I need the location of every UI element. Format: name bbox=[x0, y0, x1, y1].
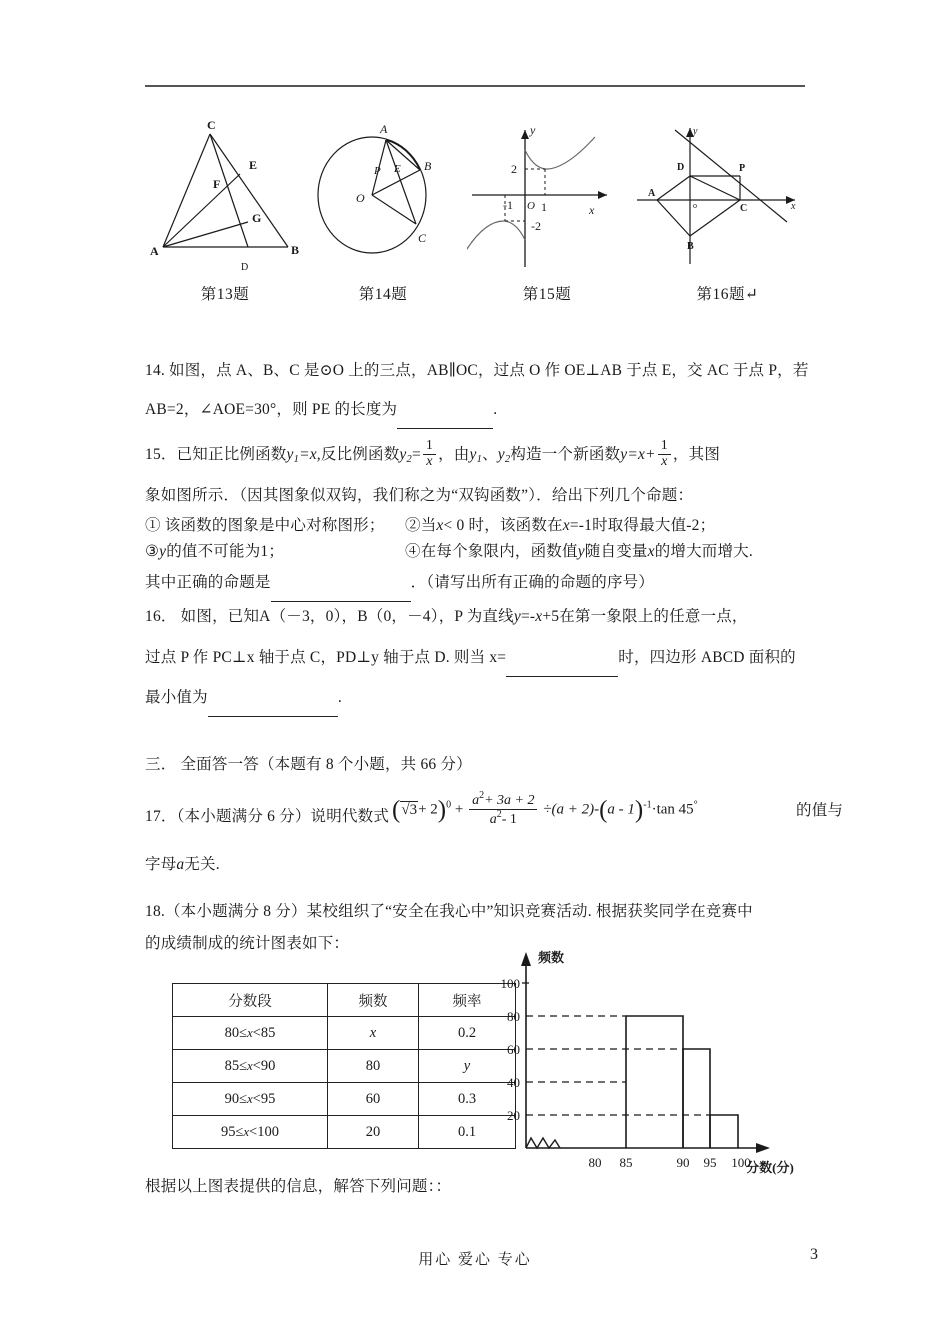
footer-page-number: 3 bbox=[810, 1246, 818, 1263]
q15-p4-c: 的增大而增大. bbox=[654, 543, 753, 560]
score-statistics-table bbox=[172, 983, 516, 1149]
q17-plus: + bbox=[454, 801, 464, 818]
table-cell-range bbox=[173, 1050, 328, 1083]
q15-t1: 已知正比例函数 bbox=[176, 446, 287, 463]
table-header-row bbox=[173, 984, 516, 1017]
range-b: <90 bbox=[252, 1057, 276, 1074]
question-17-trail: 的值与 bbox=[796, 802, 844, 819]
q15-p2-x: x bbox=[436, 517, 444, 534]
q15-y5: y bbox=[620, 446, 628, 463]
answer-blank-q14[interactable] bbox=[397, 390, 493, 429]
table-cell-rate: 0.3 bbox=[419, 1083, 516, 1116]
table-cell-frequency: x bbox=[328, 1017, 419, 1050]
q15-y2: y bbox=[399, 446, 407, 463]
axis-break-icon bbox=[526, 1138, 560, 1148]
q15-fraction-2 bbox=[658, 439, 671, 469]
ytick-100: 100 bbox=[500, 976, 520, 991]
q17-frac-den bbox=[469, 809, 537, 828]
range-x: x bbox=[247, 1058, 253, 1073]
q15-p3-y: y bbox=[159, 543, 167, 560]
q17-sqrt-radicand: √3 bbox=[401, 801, 418, 818]
q15-eq2: = bbox=[411, 446, 421, 463]
q16-l2-b: 时，四边形 ABCD 面积的 bbox=[618, 649, 796, 666]
q16-l1-x: x bbox=[535, 608, 543, 625]
q17-num-sup: 2 bbox=[479, 790, 485, 801]
svg-text:B: B bbox=[687, 241, 694, 252]
header-rule bbox=[145, 85, 805, 87]
q15-y1: y bbox=[286, 446, 294, 463]
q17-l2-a-var: a bbox=[176, 856, 185, 873]
ytick-20: 20 bbox=[507, 1108, 520, 1123]
bar-95-100 bbox=[710, 1115, 738, 1148]
q15-frac1-den: x bbox=[423, 454, 436, 470]
range-a: 80≤ bbox=[224, 1024, 248, 1041]
y-axis-arrow bbox=[521, 952, 531, 966]
q17-divide: ÷(a + 2) bbox=[543, 801, 595, 818]
table-row bbox=[173, 1017, 516, 1050]
svg-text:C: C bbox=[207, 118, 216, 132]
q15-fraction-1 bbox=[423, 439, 436, 469]
answer-blank-q16-x[interactable] bbox=[506, 638, 618, 677]
q16-l1-y: y bbox=[513, 608, 521, 625]
q17-degree: ° bbox=[693, 799, 698, 811]
q16-l2-a: 过点 P 作 PC⊥x 轴于点 C，PD⊥y 轴于点 D. 则当 x= bbox=[145, 649, 507, 666]
q17-exp-neg1: -1 bbox=[643, 799, 652, 811]
q15-p2-a: ②当 bbox=[405, 517, 437, 534]
q17-den-sup: 2 bbox=[496, 808, 502, 820]
q15-frac1-num: 1 bbox=[425, 438, 434, 454]
q15-y4-sub: 2 bbox=[504, 454, 511, 465]
svg-text:1: 1 bbox=[541, 200, 547, 214]
q17-den-rest: - 1 bbox=[501, 811, 517, 827]
table-cell-rate: y bbox=[419, 1050, 516, 1083]
x-axis-title: 分数(分) bbox=[746, 1160, 794, 1175]
q15-p4-x: x bbox=[647, 543, 655, 560]
question-18-line-1: 18.（本小题满分 8 分）某校组织了“安全在我心中”知识竞赛活动. 根据获奖同学在竞赛中 bbox=[145, 903, 753, 920]
range-x: x bbox=[247, 1025, 253, 1040]
question-15-line-1 bbox=[145, 432, 720, 483]
q15-y3: y bbox=[469, 446, 477, 463]
svg-text:O: O bbox=[527, 200, 535, 212]
q17-minus: - bbox=[594, 801, 600, 818]
bar-90-95 bbox=[683, 1049, 710, 1148]
q15-p2-x2: x bbox=[562, 517, 570, 534]
q15-y3-sub: 1 bbox=[476, 454, 483, 465]
question-15-number: 15． bbox=[145, 446, 177, 463]
figure-13-caption: 第13题 bbox=[200, 286, 250, 303]
table-header-rate: 频率 bbox=[419, 984, 516, 1017]
question-14-period: . bbox=[493, 401, 498, 418]
svg-text:2: 2 bbox=[511, 162, 517, 176]
question-17-lead: 17．（本小题满分 6 分）说明代数式 bbox=[145, 808, 390, 825]
table-header-frequency: 频数 bbox=[328, 984, 419, 1017]
svg-text:A: A bbox=[380, 122, 388, 136]
question-14-line-1: 14. 如图，点 A、B、C 是⊙O 上的三点，AB∥OC，过点 O 作 OE⊥AB 于点 E，交 AC 于点 P，若 bbox=[145, 362, 809, 379]
table-row bbox=[173, 1083, 516, 1116]
svg-text:-2: -2 bbox=[531, 219, 541, 233]
svg-text:y: y bbox=[530, 123, 536, 137]
question-16-line-1 bbox=[145, 598, 748, 636]
q15-t6: ，其图 bbox=[672, 446, 721, 463]
figure-13 bbox=[145, 112, 305, 277]
table-cell-range bbox=[173, 1083, 328, 1116]
q15-y4: y bbox=[497, 446, 505, 463]
xtick-80: 80 bbox=[588, 1155, 602, 1170]
q17-l2-a: 字母 bbox=[145, 856, 177, 873]
q16-l3-a: 最小值为 bbox=[145, 689, 208, 706]
q17-num-rest: + 3a + 2 bbox=[484, 793, 535, 808]
svg-text:E: E bbox=[394, 163, 401, 175]
figure-15 bbox=[467, 112, 627, 277]
q17-frac-num bbox=[469, 791, 537, 809]
bar-85-90 bbox=[626, 1016, 683, 1148]
question-17-formula bbox=[392, 792, 698, 828]
question-16-line-2 bbox=[145, 638, 796, 677]
range-b: <100 bbox=[249, 1123, 279, 1140]
table-cell-rate: 0.1 bbox=[419, 1116, 516, 1149]
question-14-line-2 bbox=[145, 390, 497, 429]
question-14-text: AB=2，∠AOE=30°，则 PE 的长度为 bbox=[145, 401, 398, 418]
svg-text:C: C bbox=[418, 231, 427, 245]
question-18-line-2: 的成绩制成的统计图表如下： bbox=[145, 935, 350, 952]
range-b: <95 bbox=[252, 1090, 276, 1107]
q15-p2-c: =-1时取得最大值-2； bbox=[569, 517, 716, 534]
ytick-80: 80 bbox=[507, 1009, 520, 1024]
svg-text:D: D bbox=[241, 262, 249, 273]
question-16-line-3 bbox=[145, 678, 342, 717]
table-cell-range bbox=[173, 1116, 328, 1149]
xtick-90: 90 bbox=[676, 1155, 690, 1170]
figure-16 bbox=[635, 112, 810, 277]
q15-t3: ，由 bbox=[438, 446, 470, 463]
svg-text:A: A bbox=[648, 188, 656, 199]
svg-text:-1: -1 bbox=[503, 198, 513, 212]
q15-eq1: =x, bbox=[299, 446, 321, 463]
range-a: 90≤ bbox=[224, 1090, 248, 1107]
svg-text:O: O bbox=[356, 191, 365, 205]
q17-paren2-body: a - 1 bbox=[607, 801, 635, 818]
svg-text:G: G bbox=[252, 211, 262, 225]
q15-y1-sub: 1 bbox=[293, 454, 300, 465]
q15-l5-b: ．（请写出所有正确的命题的序号） bbox=[410, 574, 655, 591]
q15-y2-sub: 2 bbox=[406, 454, 412, 465]
q16-l1-c: +5在第一象限上的任意一点， bbox=[542, 608, 748, 625]
xtick-100: 100 bbox=[731, 1155, 751, 1170]
svg-text:A: A bbox=[150, 244, 159, 258]
ytick-60: 60 bbox=[507, 1042, 520, 1057]
q17-paren-close: ) bbox=[437, 796, 447, 824]
q15-eq3: =x+ bbox=[627, 446, 656, 463]
footer-motto: 用心 爱心 专心 bbox=[418, 1252, 532, 1268]
q17-fraction bbox=[469, 791, 537, 827]
answer-blank-q16-min[interactable] bbox=[208, 678, 338, 717]
svg-text:B: B bbox=[291, 243, 300, 257]
q15-p4-b: 随自变量 bbox=[584, 543, 648, 560]
q15-p3-a: ③ bbox=[145, 543, 160, 560]
q15-t4: 、 bbox=[482, 446, 498, 463]
table-cell-frequency: 20 bbox=[328, 1116, 419, 1149]
q15-p4-a: ④在每个象限内，函数值 bbox=[405, 543, 578, 560]
figure-15-caption: 第15题 bbox=[522, 286, 572, 303]
svg-text:F: F bbox=[213, 177, 221, 191]
q17-plus-2: + 2 bbox=[418, 801, 438, 818]
svg-text:y: y bbox=[693, 126, 698, 137]
frequency-histogram bbox=[498, 948, 828, 1178]
range-x: x bbox=[243, 1124, 250, 1139]
q15-t5: 构造一个新函数 bbox=[510, 446, 621, 463]
q15-p2-b: < 0 时，该函数在 bbox=[443, 517, 563, 534]
xtick-85: 85 bbox=[619, 1155, 633, 1170]
question-15-line-2: 象如图所示．（因其图象似双钩，我们称之为“双钩函数”）．给出下列几个命题： bbox=[145, 487, 694, 504]
q17-sqrt-3: 3 bbox=[409, 801, 418, 818]
table-cell-range bbox=[173, 1017, 328, 1050]
range-a: 85≤ bbox=[224, 1057, 248, 1074]
question-17-line-2 bbox=[145, 846, 220, 884]
q15-frac2-den: x bbox=[658, 454, 671, 470]
table-row bbox=[173, 1050, 516, 1083]
q15-p4-y: y bbox=[577, 543, 585, 560]
figure-14-caption: 第14题 bbox=[358, 286, 408, 303]
figure-16-caption: 第16题↵ bbox=[696, 286, 759, 303]
section-3-title: 三． 全面答一答（本题有 8 个小题，共 66 分） bbox=[145, 756, 472, 773]
question-15-line-5 bbox=[145, 563, 654, 602]
svg-text:o: o bbox=[693, 201, 697, 210]
q16-l3-b: . bbox=[337, 689, 342, 706]
range-a: 95≤ bbox=[221, 1123, 244, 1140]
q17-num-a: a bbox=[472, 793, 480, 808]
svg-text:P: P bbox=[739, 163, 746, 174]
q15-t2: 反比例函数 bbox=[320, 446, 400, 463]
q15-frac2-num: 1 bbox=[660, 438, 668, 454]
q17-paren2-close: ) bbox=[634, 796, 644, 824]
q16-l1-a: 16． 如图，已知A（－3，0），B（0，－4），P 为直线 bbox=[145, 608, 514, 625]
ytick-40: 40 bbox=[507, 1075, 520, 1090]
svg-text:B: B bbox=[424, 159, 432, 173]
q17-paren2-open: ( bbox=[599, 796, 608, 824]
figure-strip bbox=[145, 112, 810, 327]
svg-text:P: P bbox=[374, 165, 381, 177]
q17-den-a: a bbox=[489, 811, 497, 827]
answer-blank-q15[interactable] bbox=[271, 563, 411, 602]
question-15-prop-1: ① 该函数的图象是中心对称图形； bbox=[145, 517, 385, 534]
q16-l1-b: =- bbox=[520, 608, 536, 625]
range-b: <85 bbox=[252, 1024, 276, 1041]
q17-paren-open: ( bbox=[392, 796, 401, 824]
q17-exp-0: 0 bbox=[446, 799, 452, 811]
svg-text:x: x bbox=[589, 203, 595, 217]
table-header-range: 分数段 bbox=[173, 984, 328, 1017]
question-18-line-3: 根据以上图表提供的信息，解答下列问题：： bbox=[145, 1178, 452, 1195]
range-x: x bbox=[247, 1091, 253, 1106]
q17-tan: ·tan 45 bbox=[651, 801, 694, 818]
figure-14 bbox=[308, 112, 458, 277]
table-cell-rate: 0.2 bbox=[419, 1017, 516, 1050]
svg-text:E: E bbox=[249, 158, 258, 172]
table-row bbox=[173, 1116, 516, 1149]
q15-p3-b: 的值不可能为1； bbox=[166, 543, 285, 560]
table-cell-frequency: 60 bbox=[328, 1083, 419, 1116]
x-axis-arrow bbox=[756, 1143, 770, 1153]
svg-text:D: D bbox=[677, 162, 685, 173]
xtick-95: 95 bbox=[703, 1155, 717, 1170]
q17-l2-b: 无关. bbox=[184, 856, 220, 873]
svg-text:x: x bbox=[791, 201, 796, 212]
q15-l5-a: 其中正确的命题是 bbox=[145, 574, 271, 591]
table-cell-frequency: 80 bbox=[328, 1050, 419, 1083]
y-axis-title: 频数 bbox=[538, 950, 565, 965]
svg-text:C: C bbox=[740, 203, 748, 214]
